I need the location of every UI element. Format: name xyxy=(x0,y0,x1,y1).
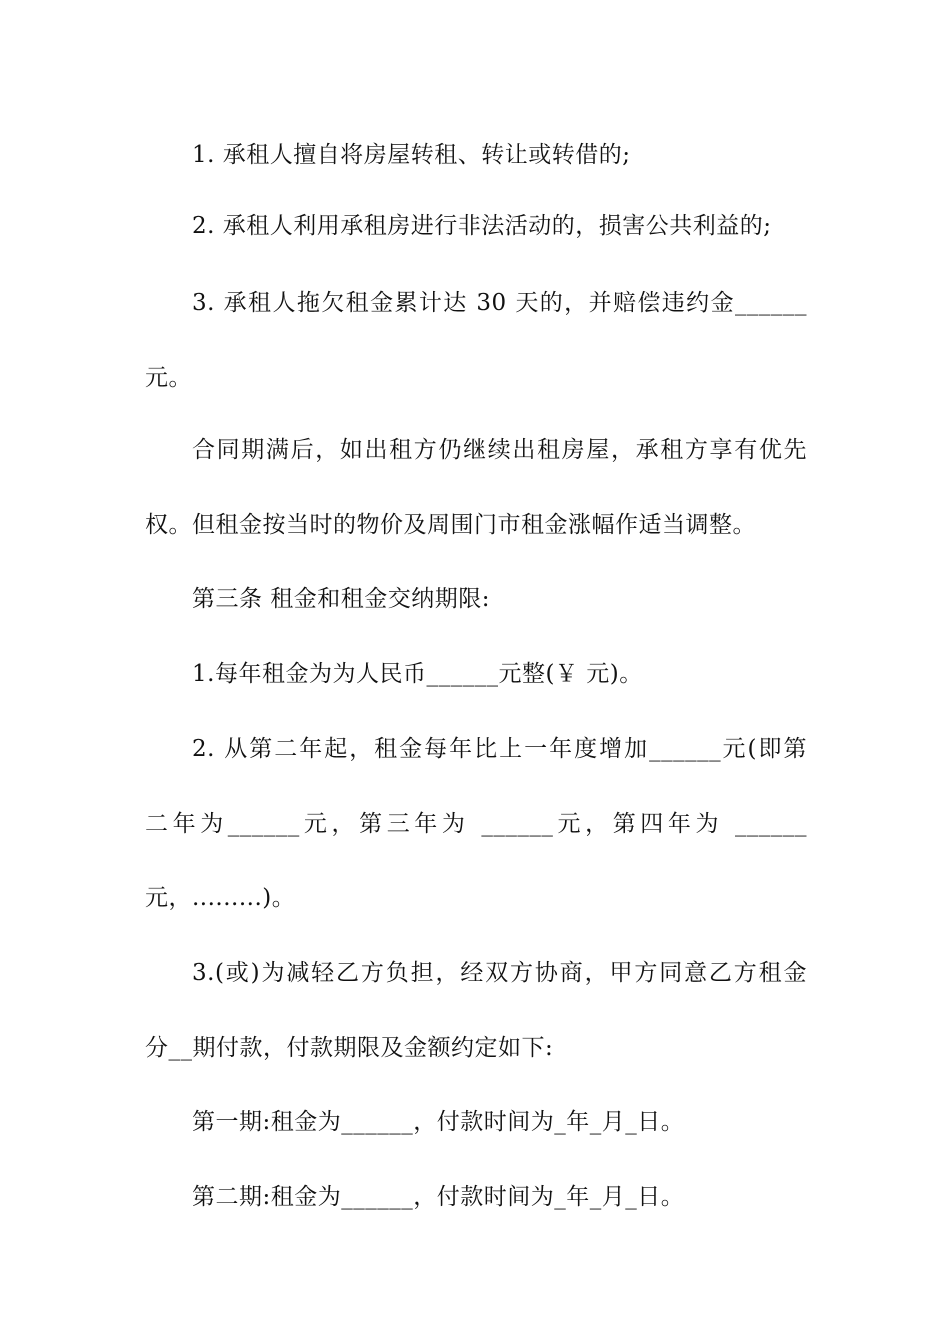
rent-item-3-cont: 分__期付款，付款期限及金额约定如下: xyxy=(145,1035,554,1061)
clause-item-3: 3. 承租人拖欠租金累计达 30 天的，并赔偿违约金______ xyxy=(192,290,807,316)
renewal-paragraph-cont: 权。但租金按当时的物价及周围门市租金涨幅作适当调整。 xyxy=(145,512,756,538)
rent-item-1: 1.每年租金为为人民币______元整(￥ 元)。 xyxy=(192,661,643,687)
rent-item-2-end: 元，.........)。 xyxy=(145,885,296,911)
clause-item-1: 1. 承租人擅自将房屋转租、转让或转借的; xyxy=(192,142,631,168)
rent-item-3: 3.(或)为减轻乙方负担，经双方协商，甲方同意乙方租金 xyxy=(192,960,807,986)
rent-item-2-cont: 二年为______元，第三年为 ______元，第四年为 ______ xyxy=(145,811,807,837)
installment-1: 第一期:租金为______，付款时间为_年_月_日。 xyxy=(192,1109,685,1135)
installment-2: 第二期:租金为______，付款时间为_年_月_日。 xyxy=(192,1184,685,1210)
renewal-paragraph: 合同期满后，如出租方仍继续出租房屋，承租方享有优先 xyxy=(192,437,807,463)
article-three-heading: 第三条 租金和租金交纳期限: xyxy=(192,586,491,612)
clause-item-2: 2. 承租人利用承租房进行非法活动的，损害公共利益的; xyxy=(192,213,772,239)
rent-item-2: 2. 从第二年起，租金每年比上一年度增加______元(即第 xyxy=(192,736,807,762)
clause-item-3-cont: 元。 xyxy=(145,365,192,391)
